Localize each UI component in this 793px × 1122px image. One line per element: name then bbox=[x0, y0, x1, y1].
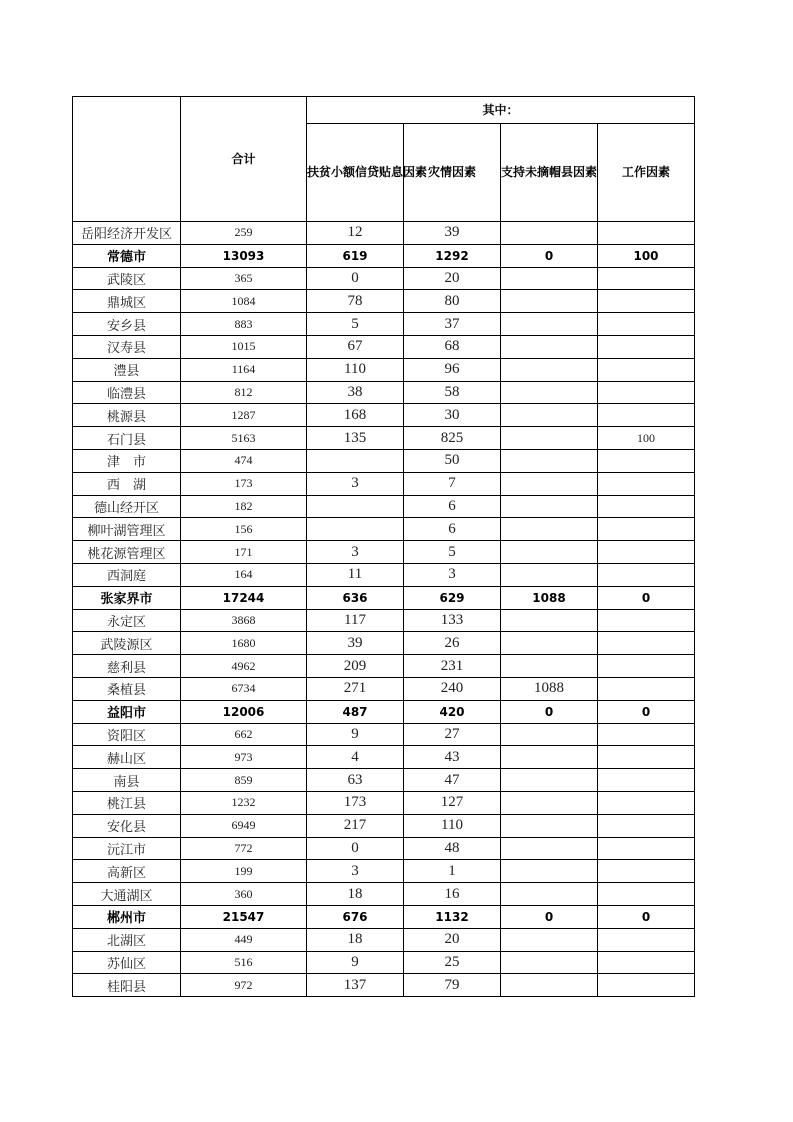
work-cell: 0 bbox=[598, 905, 695, 928]
work-cell: 0 bbox=[598, 586, 695, 609]
poverty-loan-cell bbox=[307, 449, 404, 472]
region-name-cell: 临澧县 bbox=[73, 381, 181, 404]
work-cell bbox=[598, 655, 695, 678]
table-row bbox=[73, 449, 695, 472]
poverty-loan-cell: 117 bbox=[307, 609, 404, 632]
unlisted-county-cell bbox=[501, 518, 598, 541]
table-row bbox=[73, 222, 695, 245]
work-cell bbox=[598, 632, 695, 655]
work-cell bbox=[598, 928, 695, 951]
work-cell bbox=[598, 609, 695, 632]
total-cell: 812 bbox=[181, 381, 307, 404]
disaster-cell: 7 bbox=[404, 472, 501, 495]
unlisted-county-cell bbox=[501, 358, 598, 381]
poverty-loan-cell: 12 bbox=[307, 222, 404, 245]
disaster-cell: 240 bbox=[404, 677, 501, 700]
unlisted-county-cell bbox=[501, 974, 598, 997]
region-name-cell: 武陵区 bbox=[73, 267, 181, 290]
total-cell: 4962 bbox=[181, 655, 307, 678]
total-cell: 173 bbox=[181, 472, 307, 495]
table-row bbox=[73, 837, 695, 860]
region-name-cell: 永定区 bbox=[73, 609, 181, 632]
work-cell bbox=[598, 791, 695, 814]
poverty-loan-cell: 0 bbox=[307, 267, 404, 290]
total-cell: 21547 bbox=[181, 905, 307, 928]
disaster-cell: 110 bbox=[404, 814, 501, 837]
total-cell: 3868 bbox=[181, 609, 307, 632]
total-cell: 156 bbox=[181, 518, 307, 541]
table-row bbox=[73, 541, 695, 564]
work-cell bbox=[598, 837, 695, 860]
unlisted-county-cell: 0 bbox=[501, 700, 598, 723]
region-name-cell: 桑植县 bbox=[73, 677, 181, 700]
region-name-cell: 安乡县 bbox=[73, 313, 181, 336]
total-cell: 6734 bbox=[181, 677, 307, 700]
unlisted-county-cell bbox=[501, 222, 598, 245]
disaster-cell: 16 bbox=[404, 883, 501, 906]
work-cell bbox=[598, 860, 695, 883]
region-name-cell: 高新区 bbox=[73, 860, 181, 883]
total-cell: 365 bbox=[181, 267, 307, 290]
disaster-cell: 5 bbox=[404, 541, 501, 564]
poverty-loan-cell: 676 bbox=[307, 905, 404, 928]
table-row bbox=[73, 677, 695, 700]
table-row bbox=[73, 769, 695, 792]
region-name-cell: 岳阳经济开发区 bbox=[73, 222, 181, 245]
table-row bbox=[73, 404, 695, 427]
region-name-cell: 常德市 bbox=[73, 244, 181, 267]
poverty-loan-cell: 209 bbox=[307, 655, 404, 678]
work-cell bbox=[598, 495, 695, 518]
unlisted-county-cell bbox=[501, 541, 598, 564]
disaster-cell: 47 bbox=[404, 769, 501, 792]
poverty-loan-cell: 38 bbox=[307, 381, 404, 404]
region-name-cell: 桃花源管理区 bbox=[73, 541, 181, 564]
header-poverty-loan: 扶贫小额信贷贴息因素 bbox=[307, 124, 404, 222]
disaster-cell: 6 bbox=[404, 495, 501, 518]
disaster-cell: 27 bbox=[404, 723, 501, 746]
total-cell: 13093 bbox=[181, 244, 307, 267]
total-cell: 972 bbox=[181, 974, 307, 997]
table-row bbox=[73, 381, 695, 404]
work-cell bbox=[598, 883, 695, 906]
disaster-cell: 48 bbox=[404, 837, 501, 860]
total-cell: 1232 bbox=[181, 791, 307, 814]
header-disaster: 灾情因素 bbox=[404, 124, 501, 222]
total-cell: 1164 bbox=[181, 358, 307, 381]
unlisted-county-cell bbox=[501, 427, 598, 450]
unlisted-county-cell: 1088 bbox=[501, 586, 598, 609]
poverty-loan-cell: 18 bbox=[307, 928, 404, 951]
unlisted-county-cell bbox=[501, 290, 598, 313]
poverty-loan-cell: 135 bbox=[307, 427, 404, 450]
unlisted-county-cell bbox=[501, 837, 598, 860]
disaster-cell: 133 bbox=[404, 609, 501, 632]
total-cell: 859 bbox=[181, 769, 307, 792]
region-name-cell: 北湖区 bbox=[73, 928, 181, 951]
region-name-cell: 桂阳县 bbox=[73, 974, 181, 997]
poverty-loan-cell: 168 bbox=[307, 404, 404, 427]
region-name-cell: 澧县 bbox=[73, 358, 181, 381]
poverty-loan-cell: 110 bbox=[307, 358, 404, 381]
region-name-cell: 资阳区 bbox=[73, 723, 181, 746]
disaster-cell: 80 bbox=[404, 290, 501, 313]
work-cell bbox=[598, 449, 695, 472]
poverty-loan-cell: 217 bbox=[307, 814, 404, 837]
disaster-cell: 68 bbox=[404, 335, 501, 358]
work-cell bbox=[598, 358, 695, 381]
disaster-cell: 79 bbox=[404, 974, 501, 997]
region-name-cell: 津 市 bbox=[73, 449, 181, 472]
poverty-loan-cell: 18 bbox=[307, 883, 404, 906]
poverty-loan-cell: 271 bbox=[307, 677, 404, 700]
total-cell: 1084 bbox=[181, 290, 307, 313]
disaster-cell: 20 bbox=[404, 267, 501, 290]
table-row bbox=[73, 358, 695, 381]
work-cell bbox=[598, 222, 695, 245]
poverty-loan-cell: 3 bbox=[307, 541, 404, 564]
region-name-cell: 汉寿县 bbox=[73, 335, 181, 358]
poverty-loan-cell: 67 bbox=[307, 335, 404, 358]
unlisted-county-cell bbox=[501, 404, 598, 427]
unlisted-county-cell bbox=[501, 609, 598, 632]
table-row bbox=[73, 495, 695, 518]
poverty-loan-cell: 3 bbox=[307, 472, 404, 495]
disaster-cell: 231 bbox=[404, 655, 501, 678]
region-name-cell: 南县 bbox=[73, 769, 181, 792]
total-cell: 360 bbox=[181, 883, 307, 906]
work-cell bbox=[598, 814, 695, 837]
unlisted-county-cell bbox=[501, 655, 598, 678]
region-name-cell: 石门县 bbox=[73, 427, 181, 450]
unlisted-county-cell: 0 bbox=[501, 905, 598, 928]
table-row bbox=[73, 951, 695, 974]
poverty-loan-cell: 173 bbox=[307, 791, 404, 814]
header-unlisted-county: 支持未摘帽县因素 bbox=[501, 124, 598, 222]
header-work: 工作因素 bbox=[598, 124, 695, 222]
work-cell bbox=[598, 974, 695, 997]
disaster-cell: 25 bbox=[404, 951, 501, 974]
region-name-cell: 赫山区 bbox=[73, 746, 181, 769]
disaster-cell: 1292 bbox=[404, 244, 501, 267]
total-cell: 1015 bbox=[181, 335, 307, 358]
city-subtotal-row bbox=[73, 586, 695, 609]
work-cell bbox=[598, 335, 695, 358]
poverty-loan-cell: 11 bbox=[307, 563, 404, 586]
unlisted-county-cell bbox=[501, 632, 598, 655]
region-name-cell: 慈利县 bbox=[73, 655, 181, 678]
poverty-loan-cell: 9 bbox=[307, 723, 404, 746]
table-row bbox=[73, 723, 695, 746]
region-name-cell: 西洞庭 bbox=[73, 563, 181, 586]
table-row bbox=[73, 791, 695, 814]
poverty-loan-cell: 619 bbox=[307, 244, 404, 267]
poverty-loan-cell: 137 bbox=[307, 974, 404, 997]
total-cell: 973 bbox=[181, 746, 307, 769]
region-name-cell: 桃江县 bbox=[73, 791, 181, 814]
total-cell: 164 bbox=[181, 563, 307, 586]
header-region bbox=[73, 97, 181, 222]
table-row bbox=[73, 518, 695, 541]
region-name-cell: 武陵源区 bbox=[73, 632, 181, 655]
disaster-cell: 37 bbox=[404, 313, 501, 336]
unlisted-county-cell: 0 bbox=[501, 244, 598, 267]
poverty-loan-cell: 9 bbox=[307, 951, 404, 974]
header-among: 其中： bbox=[307, 97, 695, 124]
table-row bbox=[73, 974, 695, 997]
work-cell bbox=[598, 541, 695, 564]
table-row bbox=[73, 814, 695, 837]
disaster-cell: 3 bbox=[404, 563, 501, 586]
table-body bbox=[73, 222, 695, 997]
poverty-loan-cell: 0 bbox=[307, 837, 404, 860]
total-cell: 449 bbox=[181, 928, 307, 951]
total-cell: 772 bbox=[181, 837, 307, 860]
total-cell: 171 bbox=[181, 541, 307, 564]
table-row bbox=[73, 883, 695, 906]
city-subtotal-row bbox=[73, 700, 695, 723]
region-name-cell: 鼎城区 bbox=[73, 290, 181, 313]
city-subtotal-row bbox=[73, 244, 695, 267]
unlisted-county-cell bbox=[501, 723, 598, 746]
total-cell: 516 bbox=[181, 951, 307, 974]
work-cell: 100 bbox=[598, 244, 695, 267]
table-row bbox=[73, 267, 695, 290]
work-cell: 0 bbox=[598, 700, 695, 723]
poverty-loan-cell: 636 bbox=[307, 586, 404, 609]
unlisted-county-cell bbox=[501, 883, 598, 906]
poverty-loan-cell: 78 bbox=[307, 290, 404, 313]
total-cell: 474 bbox=[181, 449, 307, 472]
disaster-cell: 1 bbox=[404, 860, 501, 883]
work-cell bbox=[598, 769, 695, 792]
poverty-loan-cell: 3 bbox=[307, 860, 404, 883]
disaster-cell: 50 bbox=[404, 449, 501, 472]
total-cell: 1680 bbox=[181, 632, 307, 655]
total-cell: 883 bbox=[181, 313, 307, 336]
poverty-loan-cell: 5 bbox=[307, 313, 404, 336]
poverty-loan-cell bbox=[307, 518, 404, 541]
work-cell bbox=[598, 472, 695, 495]
poverty-loan-cell: 39 bbox=[307, 632, 404, 655]
table-row bbox=[73, 427, 695, 450]
disaster-cell: 629 bbox=[404, 586, 501, 609]
region-name-cell: 桃源县 bbox=[73, 404, 181, 427]
poverty-loan-cell: 4 bbox=[307, 746, 404, 769]
disaster-cell: 43 bbox=[404, 746, 501, 769]
disaster-cell: 58 bbox=[404, 381, 501, 404]
table-row bbox=[73, 860, 695, 883]
region-name-cell: 郴州市 bbox=[73, 905, 181, 928]
city-subtotal-row bbox=[73, 905, 695, 928]
total-cell: 5163 bbox=[181, 427, 307, 450]
table-row bbox=[73, 472, 695, 495]
region-name-cell: 柳叶湖管理区 bbox=[73, 518, 181, 541]
work-cell bbox=[598, 677, 695, 700]
work-cell bbox=[598, 746, 695, 769]
table-row bbox=[73, 632, 695, 655]
header-row-top bbox=[73, 97, 695, 124]
unlisted-county-cell bbox=[501, 928, 598, 951]
table-row bbox=[73, 655, 695, 678]
unlisted-county-cell bbox=[501, 381, 598, 404]
total-cell: 6949 bbox=[181, 814, 307, 837]
unlisted-county-cell bbox=[501, 951, 598, 974]
region-name-cell: 苏仙区 bbox=[73, 951, 181, 974]
region-name-cell: 沅江市 bbox=[73, 837, 181, 860]
disaster-cell: 6 bbox=[404, 518, 501, 541]
table-row bbox=[73, 313, 695, 336]
total-cell: 199 bbox=[181, 860, 307, 883]
unlisted-county-cell bbox=[501, 495, 598, 518]
poverty-loan-cell bbox=[307, 495, 404, 518]
region-name-cell: 西 湖 bbox=[73, 472, 181, 495]
allocation-table bbox=[72, 96, 695, 997]
region-name-cell: 大通湖区 bbox=[73, 883, 181, 906]
unlisted-county-cell bbox=[501, 860, 598, 883]
table-row bbox=[73, 563, 695, 586]
unlisted-county-cell bbox=[501, 791, 598, 814]
disaster-cell: 1132 bbox=[404, 905, 501, 928]
unlisted-county-cell bbox=[501, 335, 598, 358]
disaster-cell: 96 bbox=[404, 358, 501, 381]
poverty-loan-cell: 63 bbox=[307, 769, 404, 792]
work-cell bbox=[598, 290, 695, 313]
region-name-cell: 德山经开区 bbox=[73, 495, 181, 518]
region-name-cell: 张家界市 bbox=[73, 586, 181, 609]
unlisted-county-cell bbox=[501, 267, 598, 290]
work-cell: 100 bbox=[598, 427, 695, 450]
poverty-loan-cell: 487 bbox=[307, 700, 404, 723]
work-cell bbox=[598, 381, 695, 404]
unlisted-county-cell bbox=[501, 814, 598, 837]
disaster-cell: 30 bbox=[404, 404, 501, 427]
work-cell bbox=[598, 951, 695, 974]
total-cell: 182 bbox=[181, 495, 307, 518]
disaster-cell: 20 bbox=[404, 928, 501, 951]
total-cell: 662 bbox=[181, 723, 307, 746]
table-row bbox=[73, 746, 695, 769]
disaster-cell: 420 bbox=[404, 700, 501, 723]
work-cell bbox=[598, 404, 695, 427]
table-row bbox=[73, 928, 695, 951]
work-cell bbox=[598, 563, 695, 586]
header-total: 合计 bbox=[181, 97, 307, 222]
work-cell bbox=[598, 313, 695, 336]
total-cell: 259 bbox=[181, 222, 307, 245]
table-row bbox=[73, 335, 695, 358]
disaster-cell: 825 bbox=[404, 427, 501, 450]
disaster-cell: 39 bbox=[404, 222, 501, 245]
table-row bbox=[73, 609, 695, 632]
unlisted-county-cell bbox=[501, 449, 598, 472]
region-name-cell: 安化县 bbox=[73, 814, 181, 837]
work-cell bbox=[598, 267, 695, 290]
unlisted-county-cell bbox=[501, 313, 598, 336]
disaster-cell: 26 bbox=[404, 632, 501, 655]
unlisted-county-cell bbox=[501, 769, 598, 792]
total-cell: 1287 bbox=[181, 404, 307, 427]
table-row bbox=[73, 290, 695, 313]
work-cell bbox=[598, 723, 695, 746]
unlisted-county-cell: 1088 bbox=[501, 677, 598, 700]
unlisted-county-cell bbox=[501, 472, 598, 495]
disaster-cell: 127 bbox=[404, 791, 501, 814]
total-cell: 17244 bbox=[181, 586, 307, 609]
work-cell bbox=[598, 518, 695, 541]
region-name-cell: 益阳市 bbox=[73, 700, 181, 723]
unlisted-county-cell bbox=[501, 746, 598, 769]
total-cell: 12006 bbox=[181, 700, 307, 723]
unlisted-county-cell bbox=[501, 563, 598, 586]
